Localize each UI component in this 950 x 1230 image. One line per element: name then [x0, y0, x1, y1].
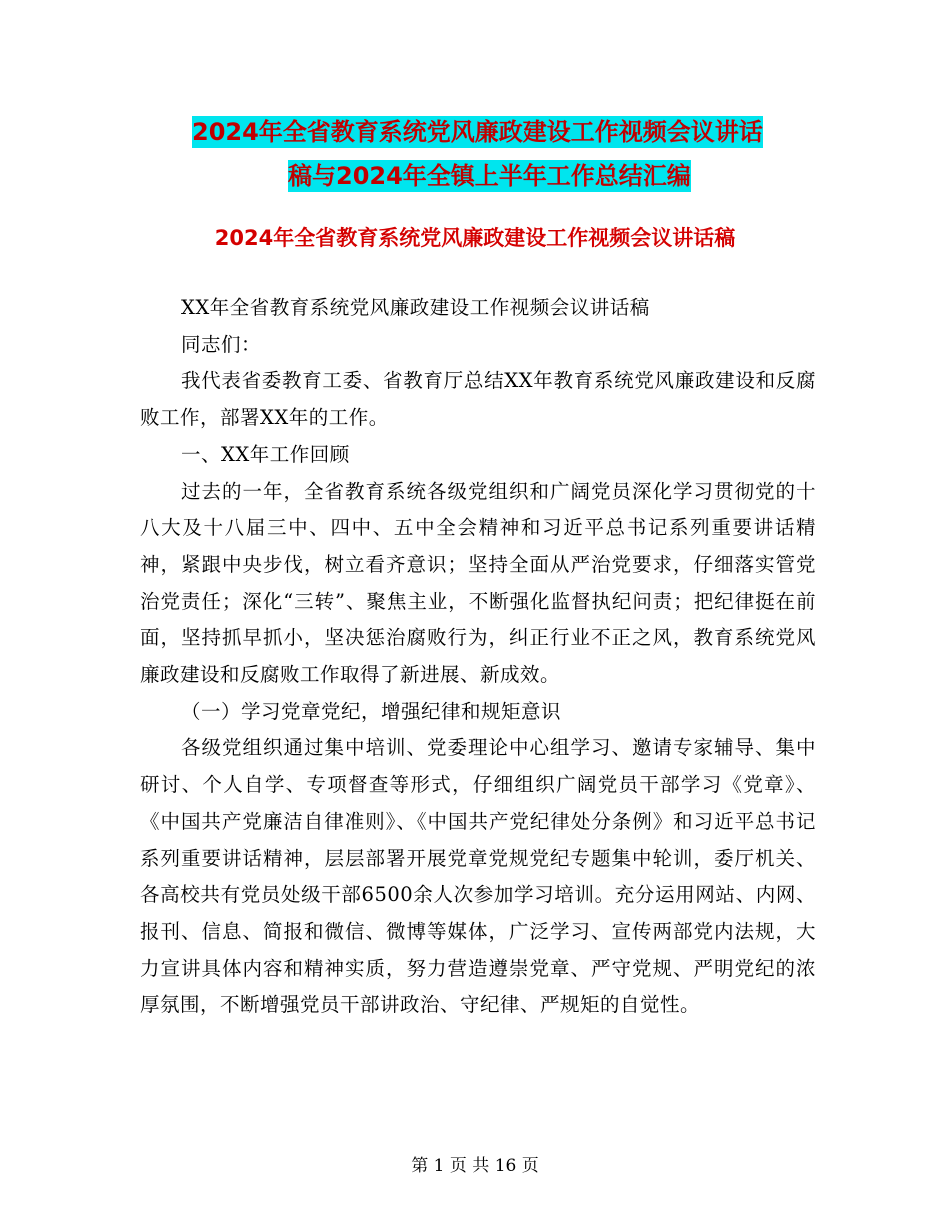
section-title: 2024年全省教育系统党风廉政建设工作视频会议讲话稿 [214, 226, 736, 250]
paragraph-section-heading: 一、XX年工作回顾 [180, 442, 350, 466]
document-body [140, 290, 816, 1024]
page-footer: 第 1 页 共 16 页 [411, 1156, 539, 1176]
paragraph-subheading: （一）学习党章党纪，增强纪律和规矩意识 [180, 699, 561, 723]
main-title-line-1 [140, 110, 830, 154]
main-title-line-1-text: 2024年全省教育系统党风廉政建设工作视频会议讲话 [192, 118, 763, 146]
main-title-line-2 [140, 154, 830, 198]
main-title-line-2-text: 稿与2024年全镇上半年工作总结汇编 [288, 162, 691, 190]
document-main-title [140, 110, 830, 198]
paragraph-heading-title: XX年全省教育系统党风廉政建设工作视频会议讲话稿 [180, 296, 650, 319]
paragraph-review: 过去的一年，全省教育系统各级党组织和广阔党员深化学习贯彻党的十八大及十八届三中、四中、五中全会精神和习近平总书记系列重要讲话精神，紧跟中央步伐，树立看齐意识；坚持全面从严治党要求，仔细落实管党治党责任；深化“三转”、聚焦主业，不断强化监督执纪问责；把纪律挺在前面，坚持抓早抓小，坚决惩治腐败行为，纠正行业不正之风，教育系统党风廉政建设和反腐败工作取得了新进展、新成效。 [140, 479, 816, 687]
paragraph-intro: 我代表省委教育工委、省教育厅总结XX年教育系统党风廉政建设和反腐败工作，部署XX年的工作。 [140, 369, 816, 430]
paragraph-study: 各级党组织通过集中培训、党委理论中心组学习、邀请专家辅导、集中研讨、个人自学、专项督查等形式，仔细组织广阔党员干部学习《党章》、《中国共产党廉洁自律准则》、《中国共产党纪律处分条例》和习近平总书记系列重要讲话精神，层层部署开展党章党规党纪专题集中轮训，委厅机关、各高校共有党员处级干部6500余人次参加学习培训。充分运用网站、内网、报刊、信息、简报和微信、微博等媒体，广泛学习、宣传两部党内法规，大力宣讲具体内容和精神实质，努力营造遵崇党章、严守党规、严明党纪的浓厚氛围，不断增强党员干部讲政治、守纪律、严规矩的自觉性。 [140, 736, 816, 1017]
paragraph-salutation: 同志们： [180, 332, 261, 356]
